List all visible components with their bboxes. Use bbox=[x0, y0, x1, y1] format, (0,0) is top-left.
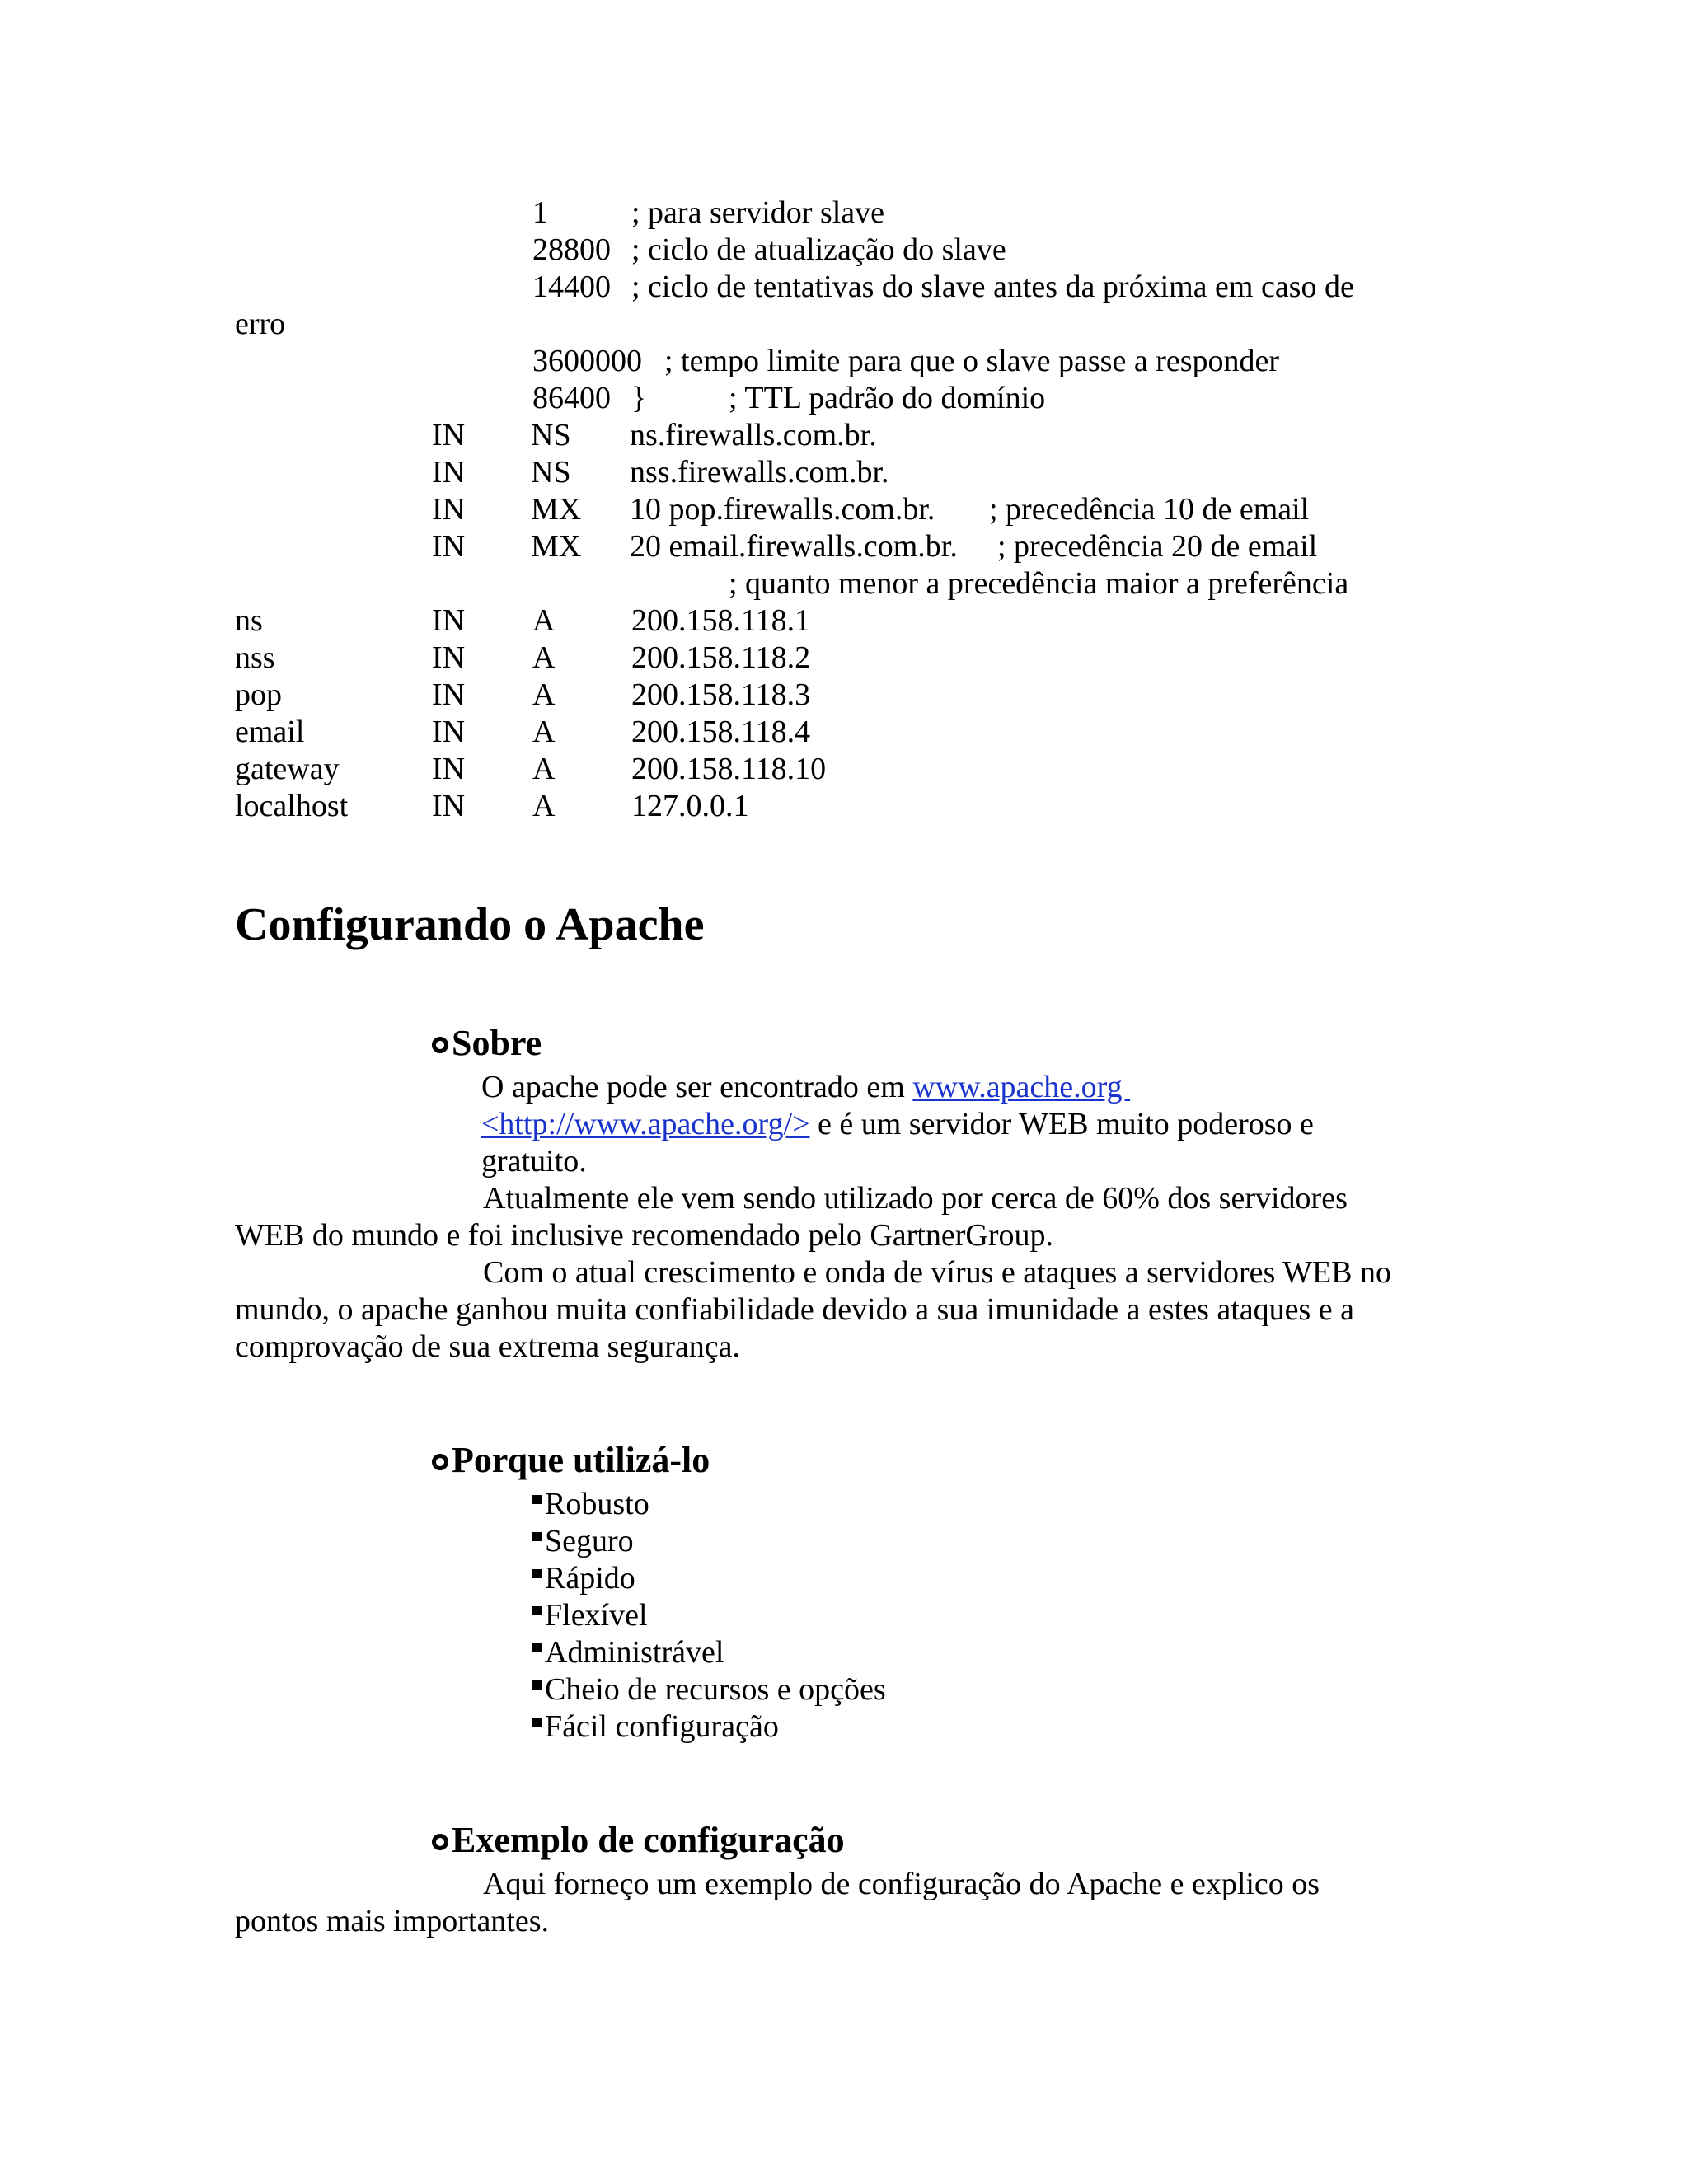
soa-serial-comment: ; para servidor slave bbox=[631, 195, 885, 230]
soa-expire-num: 3600000 bbox=[532, 344, 642, 378]
ns2-value: nss.firewalls.com.br. bbox=[630, 455, 889, 490]
a-record-host: email bbox=[235, 715, 305, 749]
a-record-type: A bbox=[532, 789, 556, 823]
sobre-p1-text: O apache pode ser encontrado em bbox=[481, 1070, 913, 1104]
square-bullet-icon bbox=[532, 1495, 542, 1504]
mx2-class: IN bbox=[432, 529, 466, 564]
section-title: Configurando o Apache bbox=[235, 899, 705, 950]
list-item bbox=[532, 1671, 886, 1708]
sobre-heading bbox=[432, 1022, 542, 1065]
hollow-bullet-icon bbox=[432, 1037, 448, 1053]
square-bullet-icon bbox=[532, 1569, 542, 1578]
a-record-host: localhost bbox=[235, 789, 349, 823]
a-record-ip: 200.158.118.4 bbox=[631, 715, 811, 749]
sobre-paragraph-3-line-1: Com o atual crescimento e onda de vírus e ataques a servidores WEB no bbox=[483, 1255, 1392, 1290]
a-record-host: pop bbox=[235, 677, 282, 712]
square-bullet-icon bbox=[532, 1532, 542, 1541]
apache-link[interactable]: www.apache.org bbox=[912, 1070, 1131, 1104]
a-record-type: A bbox=[532, 640, 556, 675]
exemplo-line-2: pontos mais importantes. bbox=[235, 1904, 550, 1938]
a-record-type: A bbox=[532, 715, 556, 749]
mx1-value: 10 pop.firewalls.com.br. bbox=[630, 492, 935, 527]
mx1-comment: ; precedência 10 de email bbox=[989, 492, 1310, 527]
list-item bbox=[532, 1634, 724, 1671]
apache-url-link[interactable]: <http://www.apache.org/> bbox=[481, 1107, 810, 1141]
a-record-class: IN bbox=[432, 603, 466, 638]
sobre-paragraph-3-line-3: comprovação de sua extrema segurança. bbox=[235, 1329, 740, 1364]
sobre-paragraph-2-line-2: WEB do mundo e foi inclusive recomendado pelo GartnerGroup. bbox=[235, 1218, 1053, 1253]
a-record-class: IN bbox=[432, 640, 466, 675]
list-item-text: Fácil configuração bbox=[545, 1709, 779, 1744]
porque-heading-text: Porque utilizá-lo bbox=[452, 1440, 710, 1480]
a-record-host: ns bbox=[235, 603, 263, 638]
list-item bbox=[532, 1597, 648, 1634]
soa-retry-num: 14400 bbox=[532, 269, 611, 304]
a-record-ip: 200.158.118.2 bbox=[631, 640, 811, 675]
soa-ttl-brace: } bbox=[631, 381, 647, 415]
a-record-class: IN bbox=[432, 677, 466, 712]
sobre-paragraph-1-line-2 bbox=[481, 1106, 1314, 1143]
list-item-text: Flexível bbox=[545, 1598, 648, 1633]
soa-retry-wrap: erro bbox=[235, 307, 286, 341]
a-record-class: IN bbox=[432, 752, 466, 786]
porque-heading bbox=[432, 1439, 710, 1482]
a-record-ip: 200.158.118.3 bbox=[631, 677, 811, 712]
square-bullet-icon bbox=[532, 1643, 542, 1652]
a-record-type: A bbox=[532, 752, 556, 786]
hollow-bullet-icon bbox=[432, 1454, 448, 1470]
list-item-text: Rápido bbox=[545, 1561, 635, 1596]
ns1-type: NS bbox=[531, 418, 571, 452]
list-item bbox=[532, 1523, 634, 1560]
square-bullet-icon bbox=[532, 1680, 542, 1690]
a-record-class: IN bbox=[432, 715, 466, 749]
list-item bbox=[532, 1486, 649, 1523]
soa-retry-comment: ; ciclo de tentativas do slave antes da próxima em caso de bbox=[631, 269, 1354, 304]
a-record-type: A bbox=[532, 677, 556, 712]
sobre-paragraph-1-line-3: gratuito. bbox=[481, 1144, 587, 1179]
a-record-class: IN bbox=[432, 789, 466, 823]
mx2-value: 20 email.firewalls.com.br. bbox=[630, 529, 958, 564]
a-record-ip: 200.158.118.10 bbox=[631, 752, 827, 786]
mx1-type: MX bbox=[531, 492, 582, 527]
ns2-class: IN bbox=[432, 455, 466, 490]
a-record-ip: 200.158.118.1 bbox=[631, 603, 811, 638]
square-bullet-icon bbox=[532, 1718, 542, 1727]
a-record-host: nss bbox=[235, 640, 275, 675]
a-record-host: gateway bbox=[235, 752, 340, 786]
square-bullet-icon bbox=[532, 1606, 542, 1615]
ns1-class: IN bbox=[432, 418, 466, 452]
mx2-type: MX bbox=[531, 529, 582, 564]
list-item-text: Administrável bbox=[545, 1635, 724, 1670]
exemplo-line-1: Aqui forneço um exemplo de configuração do Apache e explico os bbox=[483, 1867, 1320, 1901]
list-item bbox=[532, 1560, 635, 1597]
soa-ttl-comment: ; TTL padrão do domínio bbox=[729, 381, 1046, 415]
sobre-paragraph-1-line-1 bbox=[481, 1069, 1130, 1106]
soa-refresh-num: 28800 bbox=[532, 232, 611, 267]
ns2-type: NS bbox=[531, 455, 571, 490]
sobre-p1-after: e é um servidor WEB muito poderoso e bbox=[809, 1107, 1314, 1141]
sobre-heading-text: Sobre bbox=[452, 1023, 542, 1063]
mx1-class: IN bbox=[432, 492, 466, 527]
exemplo-heading-text: Exemplo de configuração bbox=[452, 1820, 845, 1860]
exemplo-heading bbox=[432, 1819, 845, 1862]
hollow-bullet-icon bbox=[432, 1834, 448, 1850]
sobre-paragraph-2-line-1: Atualmente ele vem sendo utilizado por cerca de 60% dos servidores bbox=[483, 1181, 1348, 1216]
list-item-text: Robusto bbox=[545, 1487, 649, 1521]
mx2-comment: ; precedência 20 de email bbox=[997, 529, 1318, 564]
mx-note: ; quanto menor a precedência maior a preferência bbox=[729, 566, 1349, 601]
list-item bbox=[532, 1708, 779, 1746]
sobre-paragraph-3-line-2: mundo, o apache ganhou muita confiabilidade devido a sua imunidade a estes ataques e a bbox=[235, 1292, 1355, 1327]
a-record-ip: 127.0.0.1 bbox=[631, 789, 749, 823]
soa-refresh-comment: ; ciclo de atualização do slave bbox=[631, 232, 1006, 267]
a-record-type: A bbox=[532, 603, 556, 638]
list-item-text: Seguro bbox=[545, 1524, 634, 1558]
soa-ttl-num: 86400 bbox=[532, 381, 611, 415]
ns1-value: ns.firewalls.com.br. bbox=[630, 418, 877, 452]
list-item-text: Cheio de recursos e opções bbox=[545, 1672, 886, 1707]
soa-serial-num: 1 bbox=[532, 195, 548, 230]
soa-expire-comment: ; tempo limite para que o slave passe a responder bbox=[664, 344, 1280, 378]
